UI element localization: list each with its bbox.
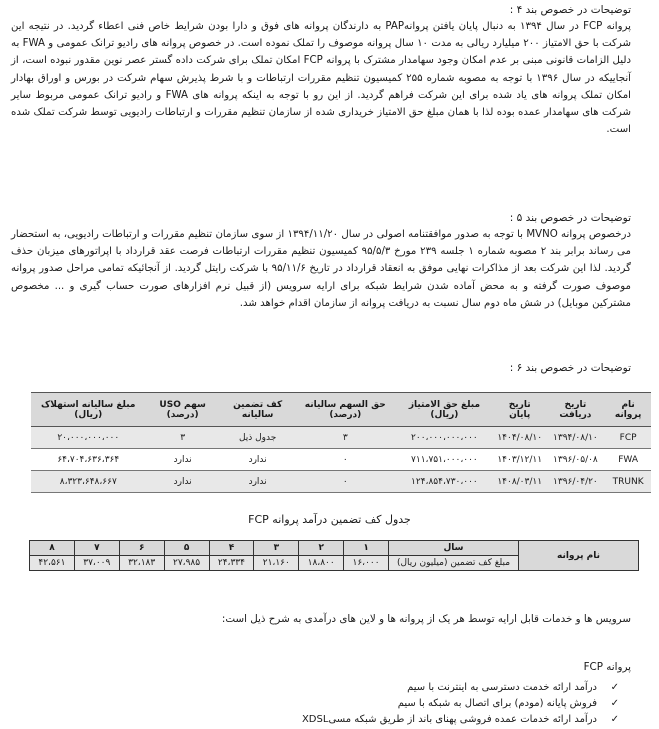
section-5-body: درخصوص پروانه MVNO با توجه به صدور موافقتنامه اصولی در سال ۱۳۹۴/۱۱/۲۰ از سوی سازمان تنظیم مقررات و ارتباطات رادیویی، به استحضار می رساند برابر بند ۲ مصوبه شماره ۱ جلسه ۲۳۹ مورخ ۹۵/۵/۳ کمیسیون تنظیم مقررات ارتباطات فرصت عقد قرارداد با اپراتورهای میزبان حذف گردید. لذا این شرکت بعد از مذاکرات نهایی موفق به انعقاد قرارداد در تاریخ ۹۵/۱۱/۶ با شرکت رایتل گردید. از آنجائیکه تمامی مراحل صدور پروانه موصوف صورت گرفته و به محض آماده شدن شرایط شبکه برای ارایه سرویس (از قبیل نرم افزارهای صورت حساب گیری و ... مخصوص مشترکین موبایل) در شش ماه دوم سال نسبت به دریافت پروانه از سازمان اقدام خواهد شد. <box>11 229 631 309</box>
value-cell: ۴۲،۵۶۱ <box>30 556 75 571</box>
section-5 <box>11 210 631 312</box>
table-cell: ندارد <box>146 449 220 471</box>
header-cell: تاریخ دریافت <box>546 393 606 427</box>
section-5-title: توضیحات در خصوص بند ۵ : <box>509 212 631 224</box>
table-cell: ۳ <box>146 427 220 449</box>
table-cell: ۱۴۰۳/۱۲/۱۱ <box>494 449 546 471</box>
check-icon: ✓ <box>610 714 619 725</box>
year-cell: ۲ <box>299 541 344 556</box>
row-label: مبلغ کف تضمین (میلیون ریال) <box>389 556 519 571</box>
year-cell: ۵ <box>164 541 209 556</box>
license-table <box>31 392 651 493</box>
guarantee-table <box>29 540 639 571</box>
header-cell: نام پروانه <box>605 393 651 427</box>
header-cell: مبلغ سالیانه استهلاک (ریال) <box>31 393 146 427</box>
list-item-text: درآمد ارائه خدمات عمده فروشی پهنای باند از طریق شبکه مسیXDSL <box>301 714 597 725</box>
table-cell: ۱۲۴،۸۵۴،۷۳۰،۰۰۰ <box>395 471 494 493</box>
section-4-body: پروانه FCP در سال ۱۳۹۴ به دنبال پایان یافتن پروانهPAP به دارندگان پروانه های فوق و دارا بودن شرایط خاص فنی اعطاء گردید. در نتیجه این شرکت با حق الامتیاز ۲۰۰ میلیارد ریالی به مدت ۱۰ سال پروانه موصوف را تملک نموده است. در خصوص پروانه های رادیو ترانک عمومی و FWA به دلیل الزامات قانونی مبنی بر عدم امکان وجود سهامدار مشترک با پروانه FCP امکان تملک برای شرکت داده گستر عصر نوین مقدور نبوده است، از آنجاییکه در سال ۱۳۹۶ با توجه به مصوبه شماره ۲۵۵ کمیسیون تنظیم مقررات ارتباطات و با شرط پذیرش سهام شرکت در بورس و اوراق بهادار امکان تملک پروانه های یاد شده برای این شرکت فراهم گردید. از این رو با توجه به اینکه پروانه های FWA و رادیو ترانک عمومی مربوط سایر شرکت های سهامدار عمده بوده لذا با همان مبلغ حق الامتیاز خریداری شده از سازمان تنظیم مقررات و ارتباطات رادیویی توسط شرکت تملک شده است. <box>11 21 631 136</box>
table-cell: TRUNK <box>605 471 651 493</box>
fcp-services-title: پروانه FCP <box>583 661 631 673</box>
header-cell: سهم USO (درصد) <box>146 393 220 427</box>
section-4-title: توضیحات در خصوص بند ۴ : <box>509 4 631 16</box>
value-cell: ۱۶،۰۰۰ <box>344 556 389 571</box>
value-cell: ۲۷،۹۸۵ <box>164 556 209 571</box>
header-cell: حق السهم سالیانه (درصد) <box>296 393 396 427</box>
table-cell: ندارد <box>220 449 296 471</box>
check-icon: ✓ <box>610 682 619 693</box>
table-cell: ۱۳۹۴/۰۸/۱۰ <box>546 427 606 449</box>
year-cell: ۱ <box>344 541 389 556</box>
list-item <box>19 712 619 728</box>
table-row <box>31 449 651 471</box>
header-cell: نام پروانه <box>519 541 639 571</box>
table-cell: ۷۱۱،۷۵۱،۰۰۰،۰۰۰ <box>395 449 494 471</box>
year-cell: ۶ <box>119 541 164 556</box>
section-4 <box>11 2 631 138</box>
table-cell: ندارد <box>220 471 296 493</box>
table-cell: ۱۳۹۶/۰۵/۰۸ <box>546 449 606 471</box>
value-cell: ۲۴،۳۳۴ <box>209 556 254 571</box>
table-cell: FCP <box>605 427 651 449</box>
list-item <box>19 680 619 696</box>
year-cell: ۴ <box>209 541 254 556</box>
table-cell: ۸،۳۲۳،۶۴۸،۶۶۷ <box>31 471 146 493</box>
table-cell: ۰ <box>296 471 396 493</box>
header-cell: سال <box>389 541 519 556</box>
value-cell: ۲۱،۱۶۰ <box>254 556 299 571</box>
guarantee-table-header <box>30 541 639 556</box>
table-cell: ندارد <box>146 471 220 493</box>
header-cell: مبلغ حق الامتیاز (ریال) <box>395 393 494 427</box>
table-row <box>31 471 651 493</box>
table-cell: ۱۴۰۸/۰۳/۱۱ <box>494 471 546 493</box>
table-cell: ۶۴،۷۰۴،۶۳۶،۳۶۴ <box>31 449 146 471</box>
table-cell: FWA <box>605 449 651 471</box>
list-item-text: درآمد ارائه خدمت دسترسی به اینترنت با سیم <box>407 682 597 693</box>
table-row <box>31 427 651 449</box>
section-6-title: توضیحات در خصوص بند ۶ : <box>509 362 631 374</box>
license-table-header <box>31 393 651 427</box>
year-cell: ۸ <box>30 541 75 556</box>
check-icon: ✓ <box>610 698 619 709</box>
list-item-text: فروش پایانه (مودم) برای اتصال به شبکه با سیم <box>397 698 597 709</box>
table-cell: ۱۳۹۶/۰۴/۲۰ <box>546 471 606 493</box>
fcp-services-list <box>19 680 619 728</box>
guarantee-table-title: جدول کف تضمین درآمد پروانه FCP <box>248 513 411 526</box>
services-intro: سرویس ها و خدمات قابل ارایه توسط هر یک از پروانه ها و لاین های درآمدی به شرح ذیل است: <box>221 613 631 625</box>
value-cell: ۱۸،۸۰۰ <box>299 556 344 571</box>
table-cell: ۰ <box>296 449 396 471</box>
list-item <box>19 696 619 712</box>
header-cell: کف تضمین سالیانه <box>220 393 296 427</box>
table-cell: جدول ذیل <box>220 427 296 449</box>
header-cell: تاریخ پایان <box>494 393 546 427</box>
value-cell: ۳۷،۰۰۹ <box>74 556 119 571</box>
year-cell: ۷ <box>74 541 119 556</box>
table-cell: ۲۰۰،۰۰۰،۰۰۰،۰۰۰ <box>395 427 494 449</box>
year-cell: ۳ <box>254 541 299 556</box>
table-cell: ۳ <box>296 427 396 449</box>
value-cell: ۳۲،۱۸۳ <box>119 556 164 571</box>
table-cell: ۱۴۰۴/۰۸/۱۰ <box>494 427 546 449</box>
table-cell: ۲۰،۰۰۰،۰۰۰،۰۰۰ <box>31 427 146 449</box>
